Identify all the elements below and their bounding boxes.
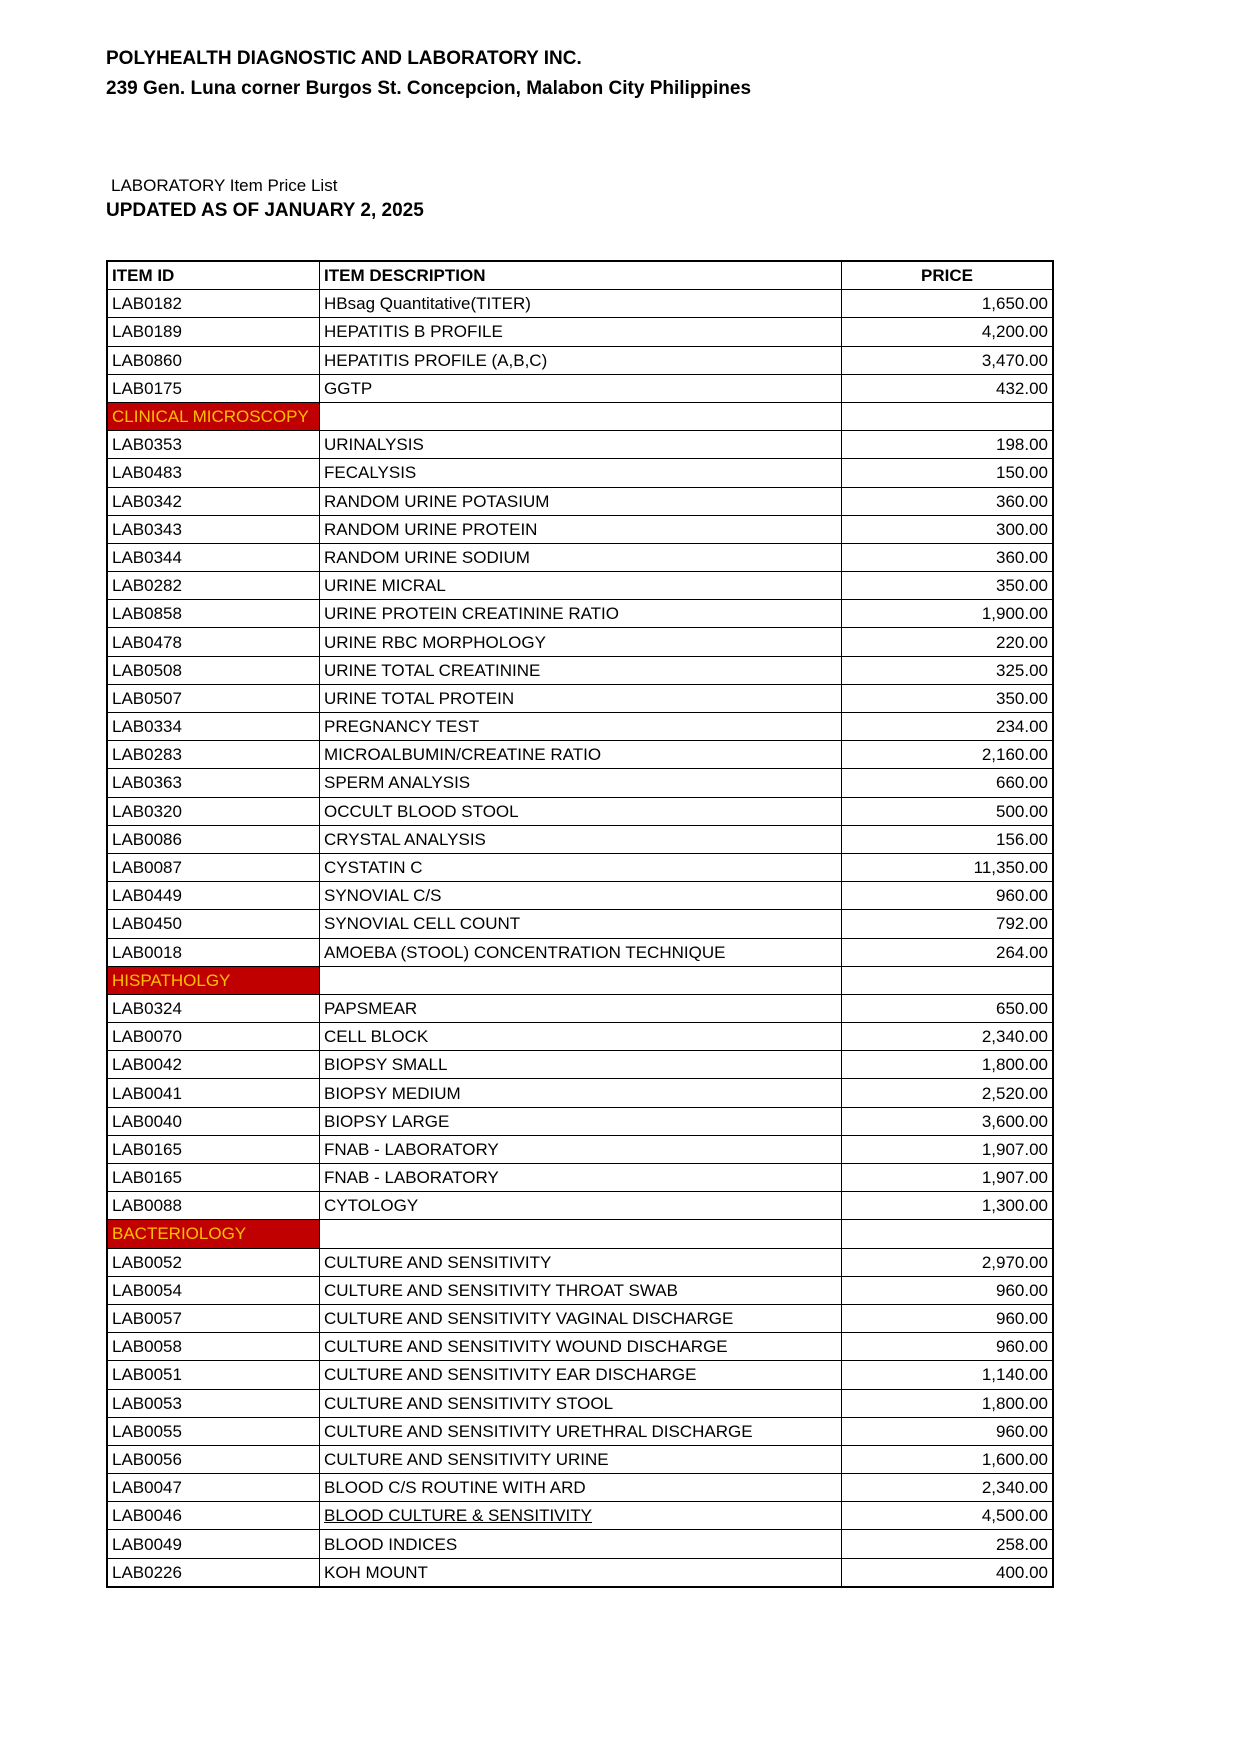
item-description: [320, 600, 842, 628]
item-id: LAB0324: [107, 994, 320, 1022]
item-description-text: OCCULT BLOOD STOOL: [324, 801, 519, 821]
table-row: [107, 1502, 1053, 1530]
item-price: 1,140.00: [842, 1361, 1054, 1389]
item-price: 4,500.00: [842, 1502, 1054, 1530]
updated-date: UPDATED AS OF JANUARY 2, 2025: [106, 200, 424, 221]
item-description: [320, 882, 842, 910]
item-description-text: SYNOVIAL CELL COUNT: [324, 914, 521, 934]
item-id: LAB0858: [107, 600, 320, 628]
item-description-text: PAPSMEAR: [324, 998, 418, 1018]
item-description-text: CULTURE AND SENSITIVITY URETHRAL DISCHARGE: [324, 1421, 753, 1441]
section-label: HISPATHOLGY: [107, 966, 320, 994]
item-id: LAB0053: [107, 1389, 320, 1417]
item-description-text: CULTURE AND SENSITIVITY URINE: [324, 1449, 609, 1469]
item-description: [320, 1417, 842, 1445]
item-id: LAB0343: [107, 515, 320, 543]
item-price: 960.00: [842, 1417, 1054, 1445]
table-row: [107, 1304, 1053, 1332]
table-row: [107, 487, 1053, 515]
table-row: [107, 656, 1053, 684]
table-row: [107, 1276, 1053, 1304]
item-description: [320, 1051, 842, 1079]
item-description: [320, 374, 842, 402]
item-description: [320, 825, 842, 853]
item-price: 792.00: [842, 910, 1054, 938]
empty-cell: [320, 402, 842, 430]
item-description: [320, 543, 842, 571]
table-row: [107, 769, 1053, 797]
item-id: LAB0507: [107, 684, 320, 712]
item-description: [320, 1333, 842, 1361]
table-row: [107, 1248, 1053, 1276]
item-description: [320, 797, 842, 825]
item-description: [320, 346, 842, 374]
item-id: LAB0483: [107, 459, 320, 487]
item-description: [320, 572, 842, 600]
item-id: LAB0860: [107, 346, 320, 374]
price-list-table: [106, 260, 1054, 1588]
table-row: [107, 1389, 1053, 1417]
item-id: LAB0226: [107, 1558, 320, 1587]
item-description-text: SYNOVIAL C/S: [324, 886, 442, 906]
item-price: 360.00: [842, 543, 1054, 571]
item-price: 2,520.00: [842, 1079, 1054, 1107]
item-price: 660.00: [842, 769, 1054, 797]
table-row: [107, 543, 1053, 571]
item-id: LAB0052: [107, 1248, 320, 1276]
item-id: LAB0342: [107, 487, 320, 515]
item-id: LAB0040: [107, 1107, 320, 1135]
section-label: BACTERIOLOGY: [107, 1220, 320, 1248]
item-price: 960.00: [842, 1333, 1054, 1361]
item-description: [320, 853, 842, 881]
item-description: [320, 684, 842, 712]
section-label: CLINICAL MICROSCOPY: [107, 402, 320, 430]
item-price: 500.00: [842, 797, 1054, 825]
item-description-text: BIOPSY MEDIUM: [324, 1083, 461, 1103]
item-price: 156.00: [842, 825, 1054, 853]
item-description: [320, 741, 842, 769]
section-header-row: [107, 402, 1053, 430]
item-description-text: PREGNANCY TEST: [324, 717, 480, 737]
item-description: [320, 1192, 842, 1220]
item-description: [320, 1248, 842, 1276]
table-row: [107, 853, 1053, 881]
item-id: LAB0057: [107, 1304, 320, 1332]
item-description-text: CELL BLOCK: [324, 1027, 429, 1047]
item-price: 650.00: [842, 994, 1054, 1022]
item-id: LAB0165: [107, 1164, 320, 1192]
item-id: LAB0018: [107, 938, 320, 966]
column-header-item-description: ITEM DESCRIPTION: [320, 261, 842, 290]
item-description-text: CULTURE AND SENSITIVITY: [324, 1252, 552, 1272]
item-price: 1,650.00: [842, 290, 1054, 318]
table-row: [107, 1135, 1053, 1163]
item-id: LAB0182: [107, 290, 320, 318]
item-price: 11,350.00: [842, 853, 1054, 881]
item-description: [320, 318, 842, 346]
table-row: [107, 882, 1053, 910]
item-price: 1,900.00: [842, 600, 1054, 628]
table-row: [107, 797, 1053, 825]
empty-cell: [842, 402, 1054, 430]
column-header-item-id: ITEM ID: [107, 261, 320, 290]
item-description-text: URINE RBC MORPHOLOGY: [324, 632, 546, 652]
item-id: LAB0041: [107, 1079, 320, 1107]
item-description-text: CULTURE AND SENSITIVITY VAGINAL DISCHARGE: [324, 1309, 734, 1329]
table-row: [107, 938, 1053, 966]
item-description-text: URINE PROTEIN CREATININE RATIO: [324, 604, 620, 624]
item-id: LAB0165: [107, 1135, 320, 1163]
item-description-text: URINALYSIS: [324, 435, 424, 455]
item-description-text: URINE TOTAL PROTEIN: [324, 688, 515, 708]
item-price: 960.00: [842, 882, 1054, 910]
item-id: LAB0344: [107, 543, 320, 571]
item-price: 4,200.00: [842, 318, 1054, 346]
item-description: [320, 1304, 842, 1332]
item-description: [320, 290, 842, 318]
item-price: 1,800.00: [842, 1389, 1054, 1417]
item-price: 360.00: [842, 487, 1054, 515]
item-description-text: BLOOD C/S ROUTINE WITH ARD: [324, 1478, 586, 1498]
item-price: 3,600.00: [842, 1107, 1054, 1135]
item-description-text: MICROALBUMIN/CREATINE RATIO: [324, 745, 602, 765]
item-id: LAB0334: [107, 713, 320, 741]
item-description-text: HBsag Quantitative(TITER): [324, 294, 531, 314]
table-row: [107, 1079, 1053, 1107]
table-row: [107, 318, 1053, 346]
item-price: 350.00: [842, 572, 1054, 600]
table-row: [107, 1530, 1053, 1558]
table-row: [107, 431, 1053, 459]
item-description: [320, 1389, 842, 1417]
item-id: LAB0175: [107, 374, 320, 402]
item-id: LAB0189: [107, 318, 320, 346]
item-id: LAB0049: [107, 1530, 320, 1558]
item-id: LAB0047: [107, 1474, 320, 1502]
item-description-text: HEPATITIS PROFILE (A,B,C): [324, 350, 548, 370]
item-description-text: CULTURE AND SENSITIVITY EAR DISCHARGE: [324, 1365, 697, 1385]
table-row: [107, 1417, 1053, 1445]
item-description-text: FECALYSIS: [324, 463, 417, 483]
item-description-text: RANDOM URINE SODIUM: [324, 547, 530, 567]
item-price: 960.00: [842, 1304, 1054, 1332]
item-price: 2,340.00: [842, 1474, 1054, 1502]
company-address: 239 Gen. Luna corner Burgos St. Concepcion, Malabon City Philippines: [106, 78, 752, 99]
item-price: 1,907.00: [842, 1135, 1054, 1163]
item-description: [320, 994, 842, 1022]
section-header-row: [107, 1220, 1053, 1248]
item-price: 2,160.00: [842, 741, 1054, 769]
table-row: [107, 1192, 1053, 1220]
item-description-text: AMOEBA (STOOL) CONCENTRATION TECHNIQUE: [324, 942, 726, 962]
item-id: LAB0070: [107, 1023, 320, 1051]
section-header-row: [107, 966, 1053, 994]
empty-cell: [842, 1220, 1054, 1248]
document-subtitle: LABORATORY Item Price List: [111, 176, 338, 195]
table-row: [107, 515, 1053, 543]
item-price: 2,970.00: [842, 1248, 1054, 1276]
item-price: 258.00: [842, 1530, 1054, 1558]
table-row: [107, 910, 1053, 938]
column-header-price: PRICE: [842, 261, 1054, 290]
item-description-text: BIOPSY LARGE: [324, 1111, 450, 1131]
table-row: [107, 1445, 1053, 1473]
item-description-text: CULTURE AND SENSITIVITY STOOL: [324, 1393, 614, 1413]
item-description-text: FNAB - LABORATORY: [324, 1139, 499, 1159]
item-price: 300.00: [842, 515, 1054, 543]
item-description: [320, 1474, 842, 1502]
item-description: [320, 1558, 842, 1587]
item-description: [320, 713, 842, 741]
table-row: [107, 1023, 1053, 1051]
item-id: LAB0086: [107, 825, 320, 853]
empty-cell: [842, 966, 1054, 994]
item-price: 400.00: [842, 1558, 1054, 1587]
item-price: 1,300.00: [842, 1192, 1054, 1220]
table-row: [107, 1107, 1053, 1135]
item-description-text: BLOOD INDICES: [324, 1534, 458, 1554]
item-description: [320, 1079, 842, 1107]
table-row: [107, 713, 1053, 741]
item-id: LAB0282: [107, 572, 320, 600]
table-row: [107, 374, 1053, 402]
item-price: 960.00: [842, 1276, 1054, 1304]
item-price: 2,340.00: [842, 1023, 1054, 1051]
item-description: [320, 910, 842, 938]
table-row: [107, 1051, 1053, 1079]
table-row: [107, 994, 1053, 1022]
item-id: LAB0056: [107, 1445, 320, 1473]
item-description-text: BLOOD CULTURE & SENSITIVITY: [324, 1506, 592, 1526]
item-description-text: GGTP: [324, 378, 373, 398]
item-description-text: CRYSTAL ANALYSIS: [324, 829, 486, 849]
item-id: LAB0478: [107, 628, 320, 656]
table-row: [107, 459, 1053, 487]
item-price: 325.00: [842, 656, 1054, 684]
item-description-text: CYSTATIN C: [324, 858, 423, 878]
item-price: 350.00: [842, 684, 1054, 712]
item-price: 3,470.00: [842, 346, 1054, 374]
item-id: LAB0046: [107, 1502, 320, 1530]
item-price: 234.00: [842, 713, 1054, 741]
item-id: LAB0353: [107, 431, 320, 459]
empty-cell: [320, 1220, 842, 1248]
empty-cell: [320, 966, 842, 994]
item-description: [320, 459, 842, 487]
item-description-text: KOH MOUNT: [324, 1562, 428, 1582]
item-description-text: HEPATITIS B PROFILE: [324, 322, 503, 342]
item-description: [320, 769, 842, 797]
item-description-text: RANDOM URINE POTASIUM: [324, 491, 550, 511]
table-row: [107, 1474, 1053, 1502]
item-id: LAB0449: [107, 882, 320, 910]
item-description: [320, 1164, 842, 1192]
item-price: 432.00: [842, 374, 1054, 402]
item-description: [320, 938, 842, 966]
item-price: 264.00: [842, 938, 1054, 966]
item-description: [320, 1361, 842, 1389]
item-id: LAB0363: [107, 769, 320, 797]
item-description-text: FNAB - LABORATORY: [324, 1168, 499, 1188]
item-description-text: RANDOM URINE PROTEIN: [324, 519, 538, 539]
table-row: [107, 600, 1053, 628]
item-description: [320, 515, 842, 543]
table-row: [107, 1164, 1053, 1192]
item-id: LAB0283: [107, 741, 320, 769]
item-description: [320, 1445, 842, 1473]
item-description: [320, 1276, 842, 1304]
item-description: [320, 1135, 842, 1163]
item-price: 150.00: [842, 459, 1054, 487]
item-id: LAB0051: [107, 1361, 320, 1389]
item-description: [320, 1023, 842, 1051]
item-id: LAB0508: [107, 656, 320, 684]
item-price: 1,907.00: [842, 1164, 1054, 1192]
item-id: LAB0088: [107, 1192, 320, 1220]
item-description-text: URINE TOTAL CREATININE: [324, 660, 541, 680]
item-id: LAB0058: [107, 1333, 320, 1361]
table-row: [107, 572, 1053, 600]
item-description: [320, 628, 842, 656]
item-id: LAB0055: [107, 1417, 320, 1445]
item-price: 1,600.00: [842, 1445, 1054, 1473]
item-id: LAB0087: [107, 853, 320, 881]
item-description-text: BIOPSY SMALL: [324, 1055, 448, 1075]
company-name: POLYHEALTH DIAGNOSTIC AND LABORATORY INC.: [106, 48, 582, 69]
item-id: LAB0054: [107, 1276, 320, 1304]
item-price: 1,800.00: [842, 1051, 1054, 1079]
table-row: [107, 346, 1053, 374]
item-id: LAB0320: [107, 797, 320, 825]
table-row: [107, 290, 1053, 318]
table-row: [107, 1558, 1053, 1587]
item-price: 198.00: [842, 431, 1054, 459]
table-row: [107, 825, 1053, 853]
item-price: 220.00: [842, 628, 1054, 656]
item-description-text: CULTURE AND SENSITIVITY WOUND DISCHARGE: [324, 1337, 728, 1357]
item-description-text: CYTOLOGY: [324, 1196, 419, 1216]
table-row: [107, 1361, 1053, 1389]
item-description: [320, 431, 842, 459]
item-description-text: CULTURE AND SENSITIVITY THROAT SWAB: [324, 1280, 678, 1300]
item-id: LAB0450: [107, 910, 320, 938]
table-row: [107, 684, 1053, 712]
table-row: [107, 741, 1053, 769]
table-row: [107, 1333, 1053, 1361]
item-description: [320, 1530, 842, 1558]
item-description-text: URINE MICRAL: [324, 576, 446, 596]
item-description: [320, 487, 842, 515]
item-id: LAB0042: [107, 1051, 320, 1079]
table-header-row: [107, 261, 1053, 290]
item-description: [320, 1107, 842, 1135]
item-description-text: SPERM ANALYSIS: [324, 773, 471, 793]
table-row: [107, 628, 1053, 656]
item-description: [320, 656, 842, 684]
item-description: [320, 1502, 842, 1530]
